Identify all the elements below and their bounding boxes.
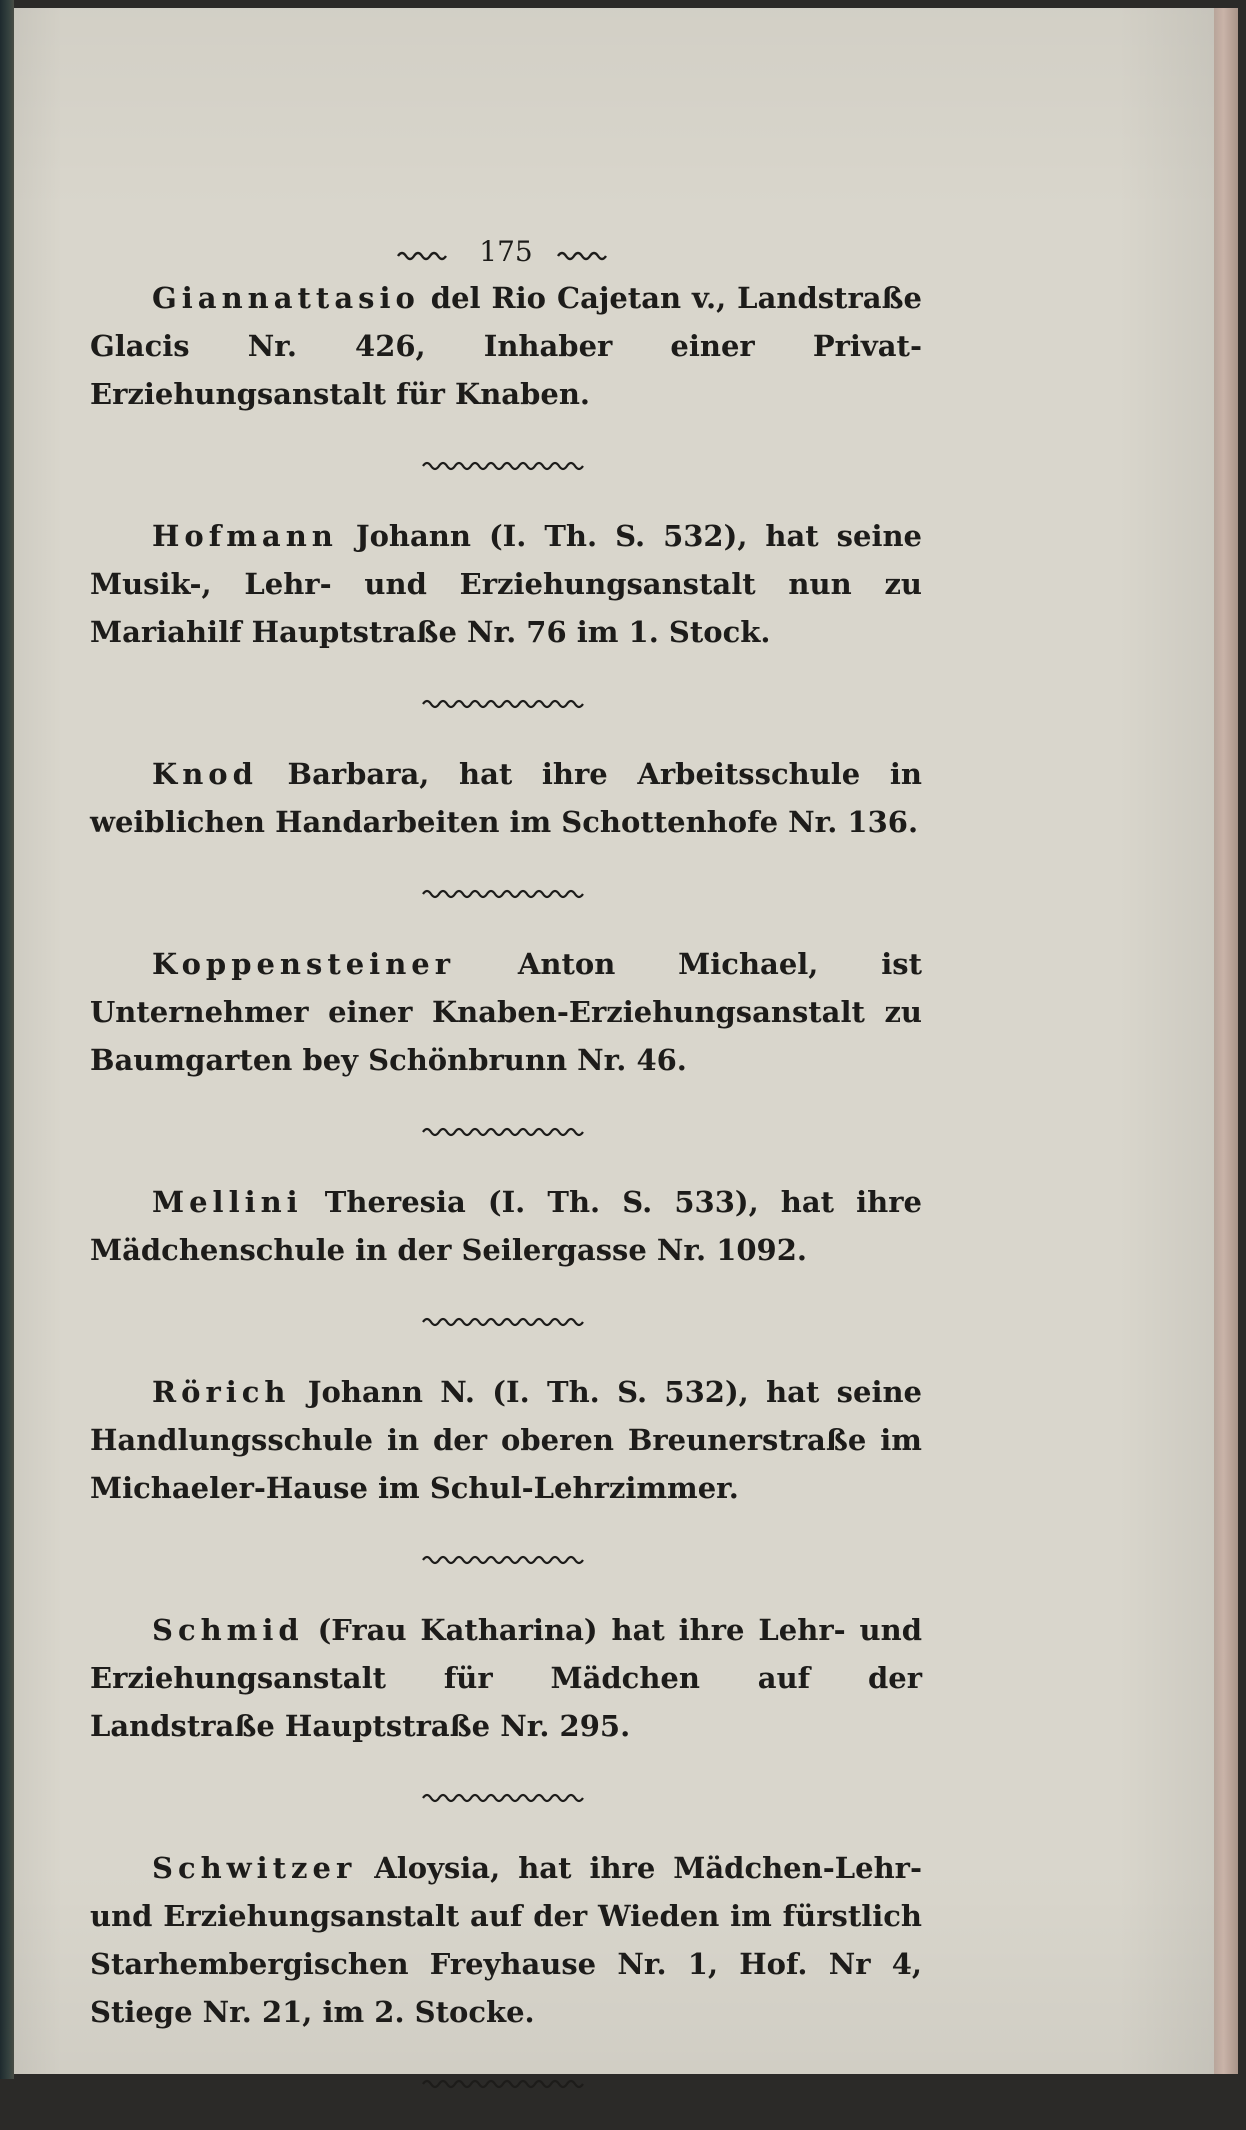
ornament-left-icon (396, 234, 456, 274)
entry-text: (Frau Katharina) hat ihre Lehr- und Erziehungsanstalt für Mädchen auf der Landstraße Hauptstraße Nr. 295. (90, 1613, 922, 1743)
entry-koppensteiner (90, 940, 922, 1084)
entry-text: Theresia (I. Th. S. 533), hat ihre Mädchenschule in der Seilergasse Nr. 1092. (90, 1185, 922, 1267)
separator (90, 418, 922, 512)
entry-knod (90, 750, 922, 846)
entry-schwitzer (90, 1844, 922, 2036)
page-text (90, 232, 922, 2130)
entry-text: Johann N. (I. Th. S. 532), hat seine Handlungsschule in der oberen Breunerstraße im Michaeler-Hause im Schul-Lehrzimmer. (90, 1375, 922, 1505)
entry-mellini (90, 1178, 922, 1274)
separator (90, 656, 922, 750)
entry-name: Schwitzer (152, 1851, 357, 1885)
entry-name: Rörich (152, 1375, 291, 1409)
separator (90, 1084, 922, 1178)
entry-name: Hofmann (152, 519, 338, 553)
entry-name: Mellini (152, 1185, 303, 1219)
book-binding-edge (0, 0, 14, 2079)
separator (90, 2036, 922, 2130)
entry-text: Anton Michael, ist Unternehmer einer Knaben-Erziehungsanstalt zu Baumgarten bey Schönbrunn Nr. 46. (90, 947, 922, 1077)
entry-text: Aloysia, hat ihre Mädchen-Lehr- und Erziehungsanstalt auf der Wieden im fürstlich Starhembergischen Freyhause Nr. 1, Hof. Nr 4, Stiege Nr. 21, im 2. Stocke. (90, 1851, 922, 2029)
entry-schmid (90, 1606, 922, 1750)
entry-name: Koppensteiner (152, 947, 456, 981)
entry-giannattasio (90, 274, 922, 418)
page-header (90, 232, 922, 272)
page-edge (1214, 8, 1238, 2074)
entry-text: Barbara, hat ihre Arbeitsschule in weiblichen Handarbeiten im Schottenhofe Nr. 136. (90, 757, 922, 839)
separator (90, 1512, 922, 1606)
entry-name: Knod (152, 757, 258, 791)
ornament-right-icon (556, 234, 616, 274)
entry-roerich (90, 1368, 922, 1512)
entry-text: del Rio Cajetan v., Landstraße Glacis Nr. 426, Inhaber einer Privat-Erziehungsanstalt für Knaben. (90, 281, 922, 411)
entry-text: Johann (I. Th. S. 532), hat seine Musik-, Lehr- und Erziehungsanstalt nun zu Mariahilf Hauptstraße Nr. 76 im 1. Stock. (90, 519, 922, 649)
separator (90, 846, 922, 940)
entry-name: Schmid (152, 1613, 304, 1647)
entry-name: Giannattasio (152, 281, 420, 315)
page-number: 175 (479, 235, 533, 268)
entry-hofmann (90, 512, 922, 656)
separator (90, 1750, 922, 1844)
separator (90, 1274, 922, 1368)
